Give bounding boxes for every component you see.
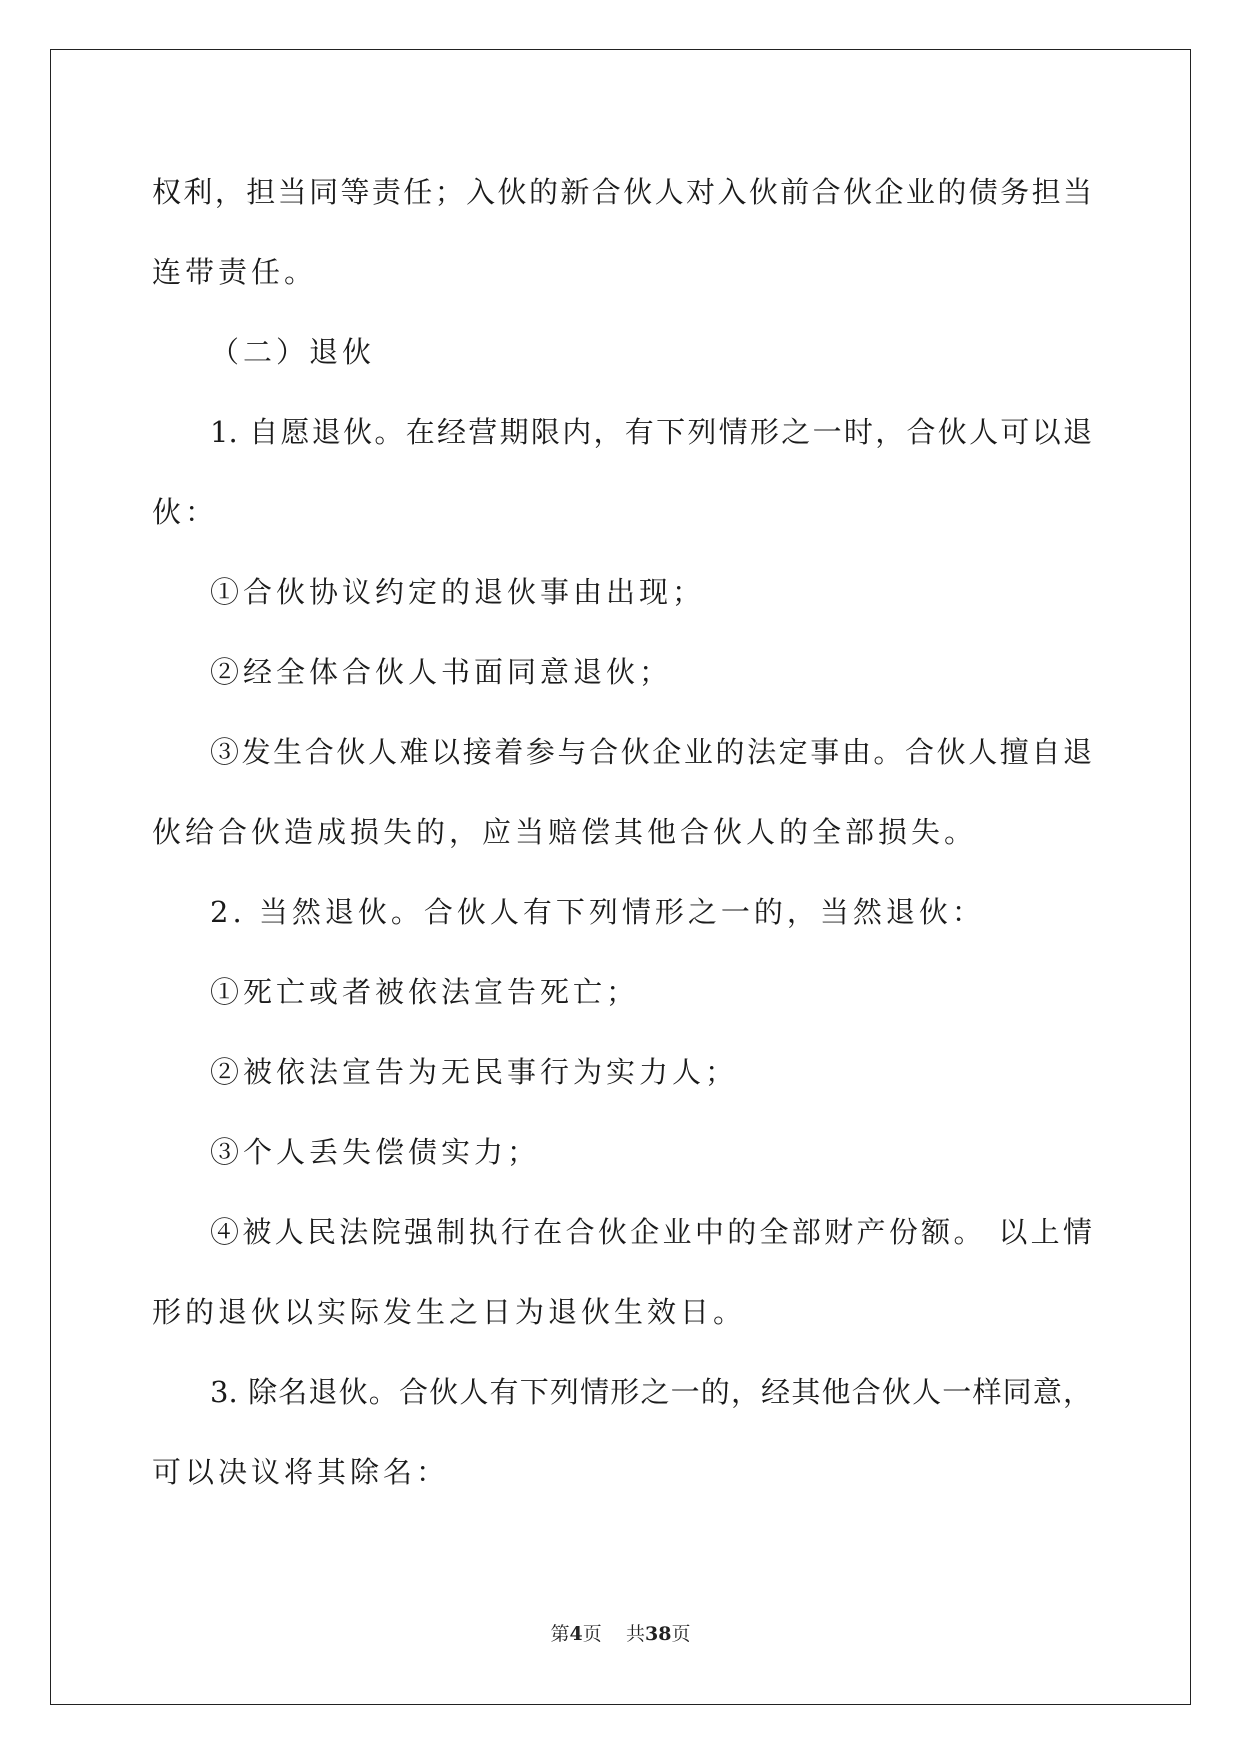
footer-page-suffix: 页: [582, 1623, 602, 1645]
section-heading: （二）退伙: [210, 335, 376, 369]
paragraph-line: 形的退伙以实际发生之日为退伙生效日。: [152, 1295, 747, 1329]
list-item: ②被依法宣告为无民事行为实力人；: [210, 1055, 739, 1089]
list-item: ③个人丢失偿债实力；: [210, 1135, 541, 1169]
list-item: ①合伙协议约定的退伙事由出现；: [210, 575, 706, 609]
paragraph-line: 1. 自愿退伙。在经营期限内，有下列情形之一时，合伙人可以退: [210, 415, 1092, 449]
footer-total-prefix: 共: [625, 1623, 645, 1645]
page-footer: [0, 1621, 1241, 1647]
footer-total-suffix: 页: [671, 1623, 691, 1645]
paragraph-line: 3. 除名退伙。合伙人有下列情形之一的，经其他合伙人一样同意，: [210, 1375, 1092, 1409]
footer-prefix: 第: [550, 1623, 570, 1645]
paragraph-line: 连带责任。: [152, 255, 318, 289]
list-item: ③发生合伙人难以接着参与合伙企业的法定事由。合伙人擅自退: [210, 735, 1092, 769]
current-page-number: 4: [569, 1623, 583, 1645]
list-item: ①死亡或者被依法宣告死亡；: [210, 975, 640, 1009]
paragraph-line: 伙：: [152, 495, 219, 529]
paragraph-line: 伙给合伙造成损失的，应当赔偿其他合伙人的全部损失。: [152, 815, 978, 849]
paragraph-line: 可以决议将其除名：: [152, 1455, 450, 1489]
paragraph-line: 权利，担当同等责任；入伙的新合伙人对入伙前合伙企业的债务担当: [152, 175, 1092, 209]
list-item: ②经全体合伙人书面同意退伙；: [210, 655, 673, 689]
list-item: ④被人民法院强制执行在合伙企业中的全部财产份额。 以上情: [210, 1215, 1092, 1249]
paragraph-line: 2. 当然退伙。合伙人有下列情形之一的，当然退伙：: [210, 895, 985, 929]
total-page-count: 38: [644, 1623, 672, 1645]
